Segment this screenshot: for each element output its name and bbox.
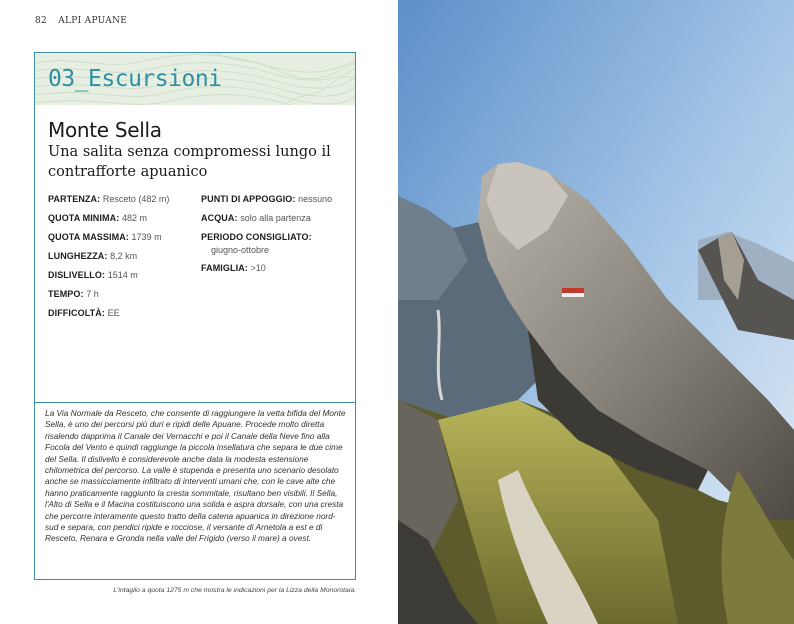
fact-value: 482 m	[121, 213, 147, 223]
fact-periodo-consigliato	[201, 231, 351, 256]
fact-quota-massima	[48, 231, 198, 244]
fact-value: 1514 m	[107, 270, 138, 280]
section-header	[35, 53, 355, 105]
running-head	[35, 16, 127, 26]
fact-label: DISLIVELLO:	[48, 270, 106, 280]
photo-illustration	[398, 0, 794, 624]
fact-label: LUNGHEZZA:	[48, 251, 108, 261]
fact-label: FAMIGLIA:	[201, 263, 248, 273]
fact-famiglia	[201, 262, 351, 275]
route-title: Monte Sella	[48, 118, 162, 142]
running-head-title: ALPI APUANE	[58, 16, 128, 26]
page-number: 82	[35, 16, 48, 26]
fact-partenza	[48, 193, 198, 206]
fact-value: EE	[107, 308, 120, 318]
route-description: La Via Normale da Resceto, che consente di raggiungere la vetta bifida del Monte Sella, è uno dei percorsi più duri e ripidi delle Apuane. Procede molto diretta risalendo dapprima il Canale dei Vernacchi e poi il Canale della Neve fino alla Focola del Vento e quindi raggiunge la piccola insellatura che separa le due cime del Sella. Il dislivello è considerevole anche data la modesta estensione chilometrica del percorso. La valle è stupenda e presenta uno scenario desolato anche se massicciamente infiltrato di interventi umani che, con le cave alte che hanno praticamente raggiunto la cresta sommitale, risultano ben visibili. Il Sella, l'Alto di Sella e il Macina costituiscono una solida e aspra dorsale, con una cresta che percorre interamente questo tratto della catena apuanica in direzione nord-sud e separa, con pendici ripide e rocciose, il versante di Arnetola a est e di Resceto, Renara e Gronda nella valle del Frigido (verso il mare) a ovest.	[45, 408, 346, 544]
fact-label: QUOTA MINIMA:	[48, 213, 120, 223]
fact-label: TEMPO:	[48, 289, 84, 299]
fact-acqua	[201, 212, 351, 225]
mountain-photo	[398, 0, 794, 624]
fact-label: PUNTI DI APPOGGIO:	[201, 194, 296, 204]
route-subtitle: Una salita senza compromessi lungo il contrafforte apuanico	[48, 144, 331, 180]
photo-caption: L'intaglio a quota 1275 m che mostra le indicazioni per la Lizza della Monorotaia.	[113, 587, 356, 594]
fact-value: giugno-ottobre	[211, 245, 270, 255]
fact-value: Resceto (482 m)	[102, 194, 170, 204]
fact-dislivello	[48, 269, 198, 282]
fact-quota-minima	[48, 212, 198, 225]
card-divider	[35, 402, 355, 403]
fact-punti-di-appoggio	[201, 193, 351, 206]
fact-value: nessuno	[298, 194, 333, 204]
fact-value: solo alla partenza	[240, 213, 311, 223]
fact-tempo	[48, 288, 198, 301]
fact-label: ACQUA:	[201, 213, 238, 223]
facts-right	[201, 193, 351, 281]
fact-value: 7 h	[86, 289, 99, 299]
fact-value: >10	[250, 263, 266, 273]
trail-marker-icon	[562, 288, 584, 293]
fact-value: 1739 m	[131, 232, 162, 242]
facts-left	[48, 193, 198, 326]
fact-label: DIFFICOLTÀ:	[48, 308, 105, 318]
fact-value: 8,2 km	[110, 251, 138, 261]
fact-label: PERIODO CONSIGLIATO:	[201, 232, 312, 242]
fact-label: PARTENZA:	[48, 194, 101, 204]
fact-label: QUOTA MASSIMA:	[48, 232, 129, 242]
section-title: 03_Escursioni	[48, 66, 222, 92]
fact-difficolta	[48, 307, 198, 320]
fact-lunghezza	[48, 250, 198, 263]
route-card	[34, 52, 356, 580]
